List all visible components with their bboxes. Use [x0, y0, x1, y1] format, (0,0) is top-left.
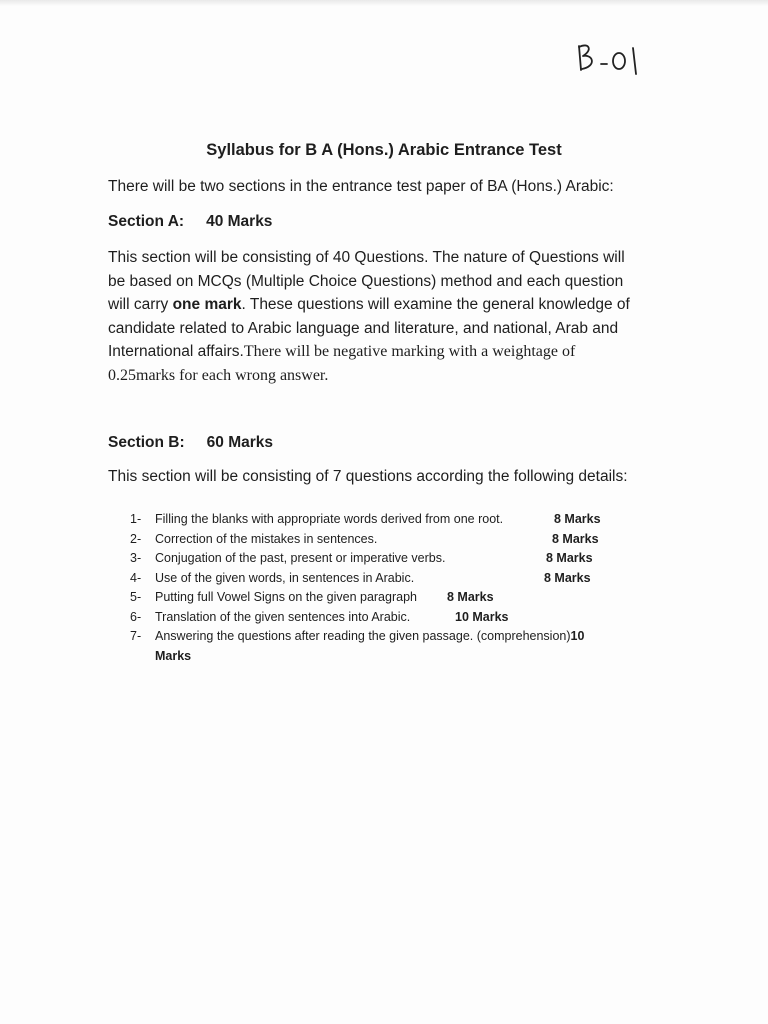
item-text: Translation of the given sentences into Arabic. [155, 609, 411, 624]
section-a-line: 0.25marks for each wrong answer. [108, 366, 329, 384]
list-item [130, 629, 650, 663]
item-marks: 8 Marks [544, 570, 591, 585]
item-number: 2- [130, 531, 142, 546]
intro-paragraph: There will be two sections in the entrance test paper of BA (Hons.) Arabic: [108, 178, 614, 195]
item-marks: 8 Marks [546, 551, 593, 565]
list-item [130, 512, 650, 532]
section-a-marks: 40 Marks [206, 213, 273, 230]
page-title: Syllabus for B A (Hons.) Arabic Entrance Test [206, 141, 562, 159]
handwritten-code [575, 40, 655, 80]
section-b-intro: This section will be consisting of 7 questions according the following details: [108, 468, 628, 485]
item-text [155, 629, 584, 643]
item-marks: 8 Marks [447, 590, 494, 604]
section-b-marks: 60 Marks [206, 434, 274, 451]
item-number: 4- [130, 570, 142, 585]
item-number: 7- [130, 629, 142, 643]
list-item [130, 571, 650, 591]
section-a-line5-pre: International affairs. [108, 343, 244, 360]
handwritten-code-mark [575, 40, 655, 80]
section-a-description [108, 246, 668, 387]
item-text: Use of the given words, in sentences in Arabic. [155, 570, 415, 585]
negative-marking-text: There will be negative marking with a weightage of [243, 343, 576, 360]
section-a-line [108, 293, 668, 317]
section-a-line: candidate related to Arabic language and literature, and national, Arab and [108, 319, 619, 337]
item-text-main: Answering the questions after reading the given passage. (comprehension) [155, 629, 571, 643]
section-a-line: This section will be consisting of 40 Questions. The nature of Questions will [108, 249, 625, 266]
item-marks: 8 Marks [552, 531, 599, 546]
one-mark-emphasis: one mark [172, 296, 242, 313]
item-number: 6- [130, 609, 142, 624]
item-text: Putting full Vowel Signs on the given paragraph [155, 590, 417, 604]
item-marks: 8 Marks [554, 512, 601, 526]
item-marks: 10 Marks [455, 609, 509, 624]
section-b-label: Section B: [108, 434, 185, 451]
section-a-line3-post: . These questions will examine the general knowledge of [241, 296, 630, 313]
item-text: Filling the blanks with appropriate words derived from one root. [155, 512, 504, 526]
item-text: Conjugation of the past, present or imperative verbs. [155, 551, 446, 565]
scan-edge [0, 0, 768, 6]
section-a-heading [108, 213, 272, 231]
section-a-line [108, 340, 668, 364]
item-text: Correction of the mistakes in sentences. [155, 531, 378, 546]
section-b-heading [108, 434, 273, 452]
question-list [130, 512, 650, 663]
list-item [130, 590, 650, 610]
item-number: 3- [130, 551, 142, 565]
list-item [130, 532, 650, 552]
list-item [130, 610, 650, 630]
section-a-label: Section A: [108, 213, 185, 230]
item-marks-continued: Marks [155, 648, 192, 663]
section-a-line3-pre: will carry [108, 296, 173, 313]
item-number: 1- [130, 512, 142, 526]
item-number: 5- [130, 590, 142, 604]
item-marks: 10 [570, 629, 585, 643]
list-item [130, 551, 650, 571]
section-a-line: be based on MCQs (Multiple Choice Questions) method and each question [108, 272, 624, 290]
